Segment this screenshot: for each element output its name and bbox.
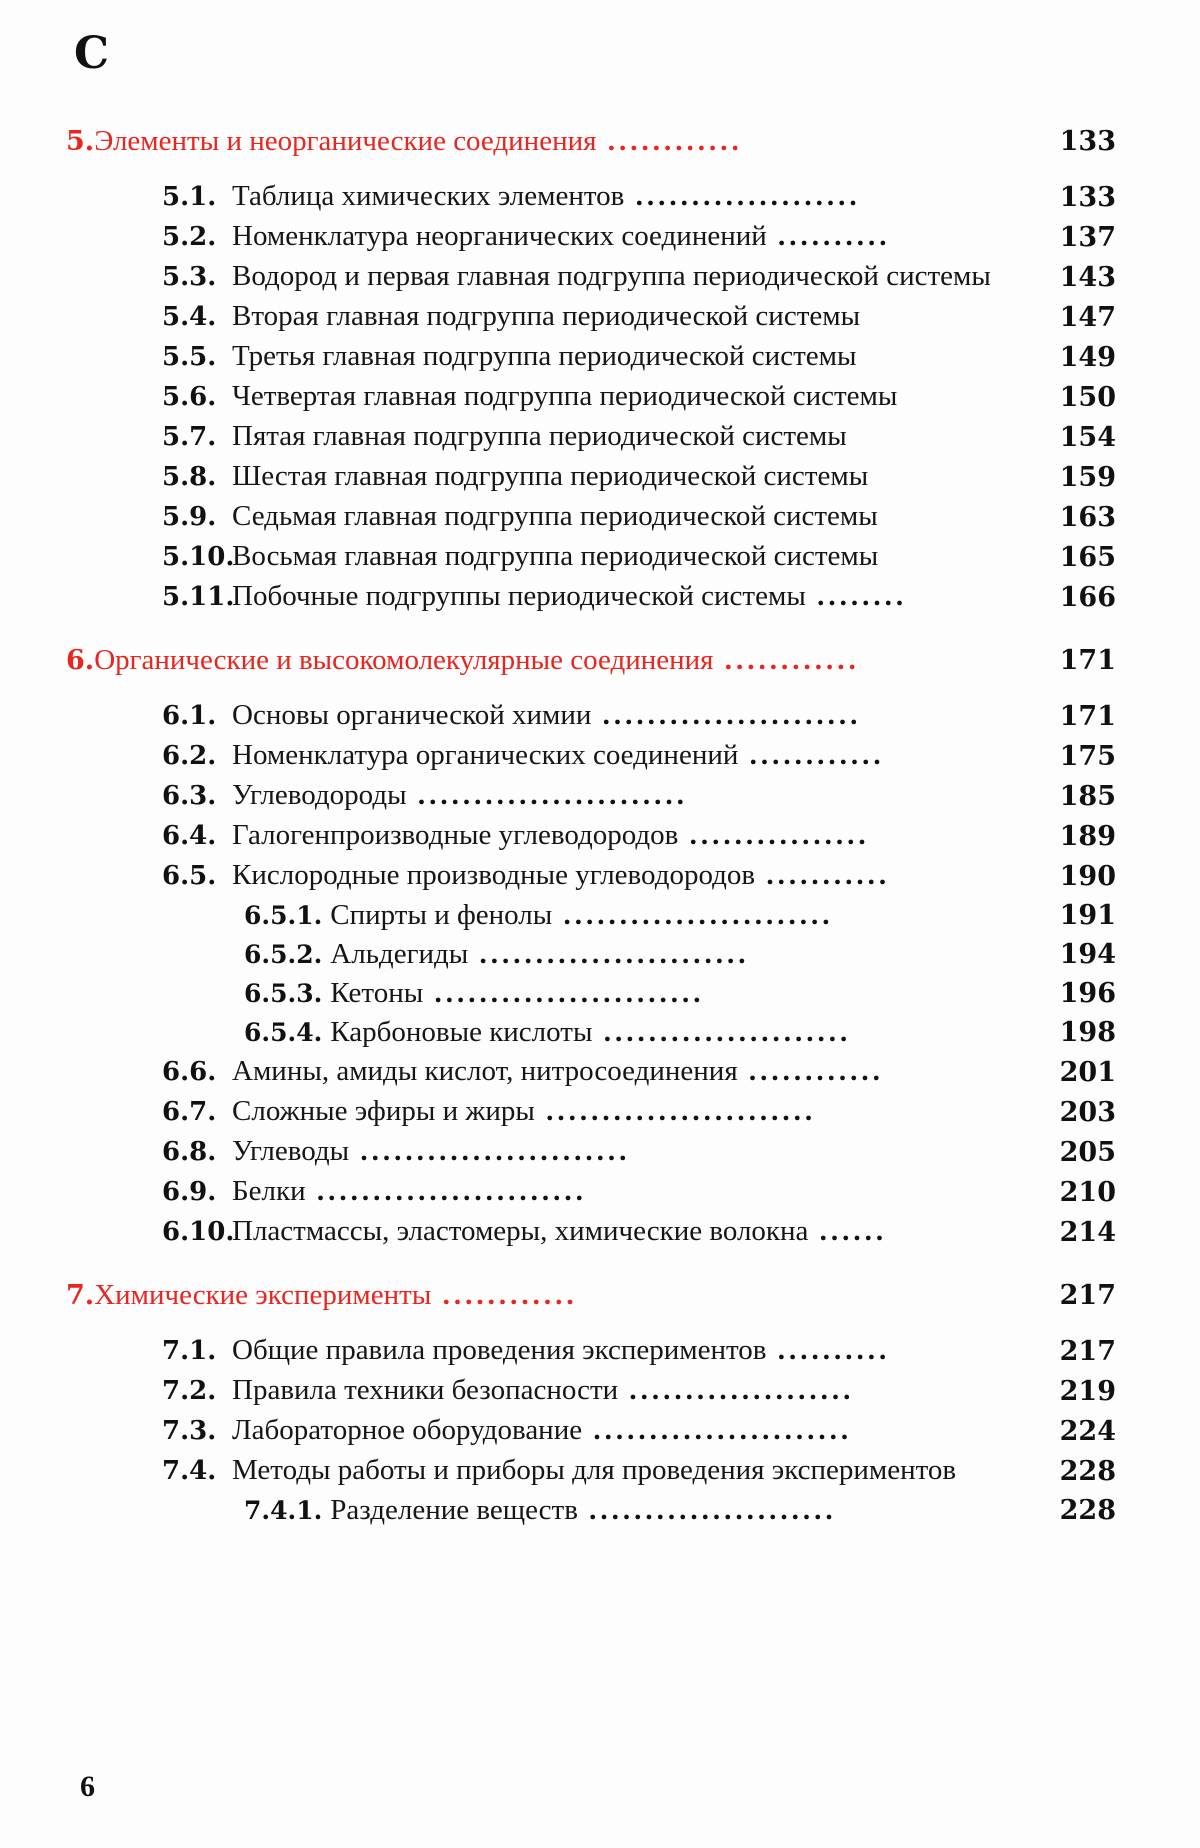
toc-entry	[162, 417, 1116, 457]
toc-entry-number: 6.7.	[162, 1097, 217, 1127]
table-of-contents	[66, 122, 1116, 1554]
toc-entry-title: Общие правила проведения экспериментов	[232, 1334, 767, 1366]
toc-entry-page: 189	[1059, 821, 1116, 852]
toc-entry-page: 147	[1059, 302, 1116, 333]
toc-entry-number: 7.	[66, 1280, 95, 1311]
toc-leader-dots: ......	[808, 1215, 888, 1247]
toc-entry-number: 6.5.1.	[244, 901, 323, 930]
toc-entry	[162, 736, 1116, 776]
toc-entry-title: Методы работы и приборы для проведения экспериментов	[232, 1454, 957, 1486]
toc-entry-title: Амины, амиды кислот, нитросоединения	[232, 1055, 738, 1087]
toc-leader-dots: .......................	[582, 1414, 853, 1446]
toc-entry-title: Седьмая главная подгруппа периодической системы	[232, 500, 878, 532]
toc-entry	[162, 257, 1116, 297]
toc-chapter	[66, 641, 1116, 1252]
toc-leader-dots: ............	[431, 1279, 578, 1311]
toc-entry-title: Кислородные производные углеводородов	[232, 859, 756, 891]
toc-entry-number: 6.5.	[162, 861, 217, 891]
toc-entry-number: 5.2.	[162, 222, 217, 252]
toc-entry-page: 190	[1059, 861, 1116, 892]
toc-entry-number: 7.1.	[162, 1336, 217, 1366]
toc-entry-page: 203	[1059, 1097, 1116, 1128]
toc-entry-title: Углеводороды	[232, 779, 407, 811]
toc-leader-dots: ...........	[755, 859, 891, 891]
toc-leader-dots: ........	[805, 580, 908, 612]
toc-entry-page: 133	[1059, 126, 1116, 157]
toc-leader-dots: ..........	[766, 1334, 891, 1366]
toc-leader-dots: ..........	[766, 220, 891, 252]
toc-entry	[162, 1172, 1116, 1212]
toc-entry-title: Белки	[232, 1175, 306, 1207]
toc-leader-dots: ........................	[423, 977, 705, 1009]
toc-entry	[162, 1132, 1116, 1172]
toc-entry-title: Разделение веществ	[330, 1494, 578, 1526]
toc-leader-dots: ........................	[552, 899, 834, 931]
toc-entry-number: 6.5.3.	[244, 979, 323, 1008]
toc-entry-number: 5.10.	[162, 542, 235, 572]
toc-entry-page: 219	[1059, 1376, 1116, 1407]
toc-leader-dots: .......................	[591, 699, 862, 731]
toc-entry-title: Номенклатура неорганических соединений	[232, 220, 767, 252]
toc-entry-number: 5.	[66, 126, 95, 157]
toc-entry-number: 7.3.	[162, 1416, 217, 1446]
toc-entry-number: 5.8.	[162, 462, 217, 492]
toc-entry-number: 6.3.	[162, 781, 217, 811]
toc-entry-page: 133	[1059, 182, 1116, 213]
toc-entry-number: 6.2.	[162, 741, 217, 771]
toc-entry-title: Четвертая главная подгруппа периодической системы	[232, 380, 898, 412]
toc-entry-number: 6.1.	[162, 701, 217, 731]
toc-entry-page: 228	[1059, 1456, 1116, 1487]
toc-entry	[162, 1212, 1116, 1252]
toc-entry-page: 163	[1059, 502, 1116, 533]
toc-entry	[244, 1491, 1116, 1530]
toc-entry-page: 210	[1059, 1177, 1116, 1208]
toc-leader-dots: ............	[596, 125, 743, 157]
toc-entry-page: 198	[1059, 1017, 1116, 1048]
toc-entry	[162, 1371, 1116, 1411]
toc-entry-title: Вторая главная подгруппа периодической системы	[232, 300, 861, 332]
toc-entry	[162, 537, 1116, 577]
toc-leader-dots: ......................	[592, 1016, 852, 1048]
toc-entry-page: 228	[1059, 1495, 1116, 1526]
toc-entry-page: 171	[1059, 645, 1116, 676]
toc-entry	[244, 896, 1116, 935]
toc-entry-number: 6.5.4.	[244, 1018, 323, 1047]
toc-entry-number: 5.4.	[162, 302, 217, 332]
toc-leader-dots: ................	[678, 819, 870, 851]
toc-leader-dots: ............	[737, 1055, 884, 1087]
toc-entry	[162, 457, 1116, 497]
toc-entry-number: 6.10.	[162, 1217, 235, 1247]
toc-entry	[162, 177, 1116, 217]
toc-chapter	[66, 122, 1116, 617]
toc-leader-dots: ........................	[468, 938, 750, 970]
toc-entry-title: Лабораторное оборудование	[232, 1414, 583, 1446]
toc-entry-title: Побочные подгруппы периодической системы	[232, 580, 806, 612]
toc-entry-number: 5.1.	[162, 182, 217, 212]
toc-entry-title: Пластмассы, эластомеры, химические волокна	[232, 1215, 809, 1247]
toc-entry-number: 6.8.	[162, 1137, 217, 1167]
toc-entry-page: 191	[1059, 900, 1116, 931]
toc-entry-title: Третья главная подгруппа периодической системы	[232, 340, 857, 372]
toc-entry-page: 166	[1059, 582, 1116, 613]
toc-entry-title: Водород и первая главная подгруппа периодической системы	[232, 260, 991, 292]
toc-entry	[162, 1092, 1116, 1132]
toc-entry-page: 194	[1059, 939, 1116, 970]
toc-entry-number: 5.11.	[162, 582, 235, 612]
toc-entry-title: Пятая главная подгруппа периодической системы	[232, 420, 847, 452]
toc-entry-title: Химические эксперименты	[94, 1279, 432, 1311]
toc-entry-title: Галогенпроизводные углеводородов	[232, 819, 679, 851]
toc-entry-title: Таблица химических элементов	[232, 180, 625, 212]
toc-entry-page: 224	[1059, 1416, 1116, 1447]
toc-leader-dots: ........................	[349, 1135, 631, 1167]
toc-entry-title: Сложные эфиры и жиры	[232, 1095, 535, 1127]
toc-entry-title: Номенклатура органических соединений	[232, 739, 739, 771]
toc-chapter	[66, 1276, 1116, 1530]
toc-entry-number: 5.3.	[162, 262, 217, 292]
toc-entry	[244, 935, 1116, 974]
toc-entry	[162, 816, 1116, 856]
footer-page-number: 6	[80, 1770, 95, 1803]
toc-leader-dots: ........................	[406, 779, 688, 811]
toc-entry	[162, 497, 1116, 537]
toc-leader-dots: ........................	[534, 1095, 817, 1127]
toc-entry	[244, 1013, 1116, 1052]
toc-entry-title: Восьмая главная подгруппа периодической системы	[232, 540, 879, 572]
toc-entry-page: 196	[1059, 978, 1116, 1009]
toc-entry-page: 214	[1059, 1217, 1116, 1248]
toc-entry	[162, 776, 1116, 816]
toc-entry	[162, 217, 1116, 257]
toc-entry-page: 159	[1059, 462, 1116, 493]
toc-chapter-entry	[66, 122, 1116, 161]
toc-leader-dots: ....................	[624, 180, 861, 212]
toc-entry-page: 143	[1059, 262, 1116, 293]
toc-entry-number: 6.	[66, 645, 95, 676]
toc-entry	[162, 1052, 1116, 1092]
toc-entry	[162, 337, 1116, 377]
toc-entry-number: 5.6.	[162, 382, 217, 412]
toc-entry-title: Шестая главная подгруппа периодической системы	[232, 460, 869, 492]
toc-entry	[162, 856, 1116, 896]
toc-entry-page: 149	[1059, 342, 1116, 373]
toc-entry-page: 175	[1059, 741, 1116, 772]
toc-entry-title: Альдегиды	[330, 938, 469, 970]
toc-entry-page: 201	[1059, 1057, 1116, 1088]
toc-entry	[162, 1451, 1116, 1491]
toc-leader-dots: ........................	[305, 1175, 587, 1207]
toc-entry-page: 185	[1059, 781, 1116, 812]
toc-entry-title: Спирты и фенолы	[330, 899, 553, 931]
toc-leader-dots: ............	[713, 644, 860, 676]
toc-entry	[162, 297, 1116, 337]
toc-entry	[162, 377, 1116, 417]
toc-entry-title: Кетоны	[330, 977, 424, 1009]
toc-chapter-entry	[66, 641, 1116, 680]
toc-entry	[162, 1331, 1116, 1371]
toc-entry-page: 154	[1059, 422, 1116, 453]
toc-entry-page: 165	[1059, 542, 1116, 573]
toc-entry-title: Карбоновые кислоты	[330, 1016, 593, 1048]
toc-entry-page: 217	[1059, 1336, 1116, 1367]
toc-leader-dots: ......................	[577, 1494, 837, 1526]
toc-entry-title: Правила техники безопасности	[232, 1374, 619, 1406]
toc-entry-title: Элементы и неорганические соединения	[94, 125, 597, 157]
toc-entry-number: 6.5.2.	[244, 940, 323, 969]
toc-entry	[244, 974, 1116, 1013]
toc-leader-dots: ............	[738, 739, 885, 771]
toc-entry	[162, 577, 1116, 617]
toc-entry-number: 7.2.	[162, 1376, 217, 1406]
toc-entry-number: 7.4.1.	[244, 1496, 323, 1525]
toc-entry-number: 6.6.	[162, 1057, 217, 1087]
toc-entry-page: 217	[1059, 1280, 1116, 1311]
toc-entry-page: 205	[1059, 1137, 1116, 1168]
toc-entry-title: Основы органической химии	[232, 699, 592, 731]
toc-entry-number: 5.7.	[162, 422, 217, 452]
toc-entry-title: Углеводы	[232, 1135, 350, 1167]
toc-entry-title: Органические и высокомолекулярные соединения	[94, 644, 714, 676]
toc-entry-number: 5.9.	[162, 502, 217, 532]
toc-entry-number: 7.4.	[162, 1456, 217, 1486]
toc-entry-number: 6.9.	[162, 1177, 217, 1207]
toc-entry-page: 150	[1059, 382, 1116, 413]
toc-entry-page: 137	[1059, 222, 1116, 253]
toc-entry	[162, 1411, 1116, 1451]
toc-leader-dots: ....................	[618, 1374, 855, 1406]
toc-entry-page: 171	[1059, 701, 1116, 732]
toc-chapter-entry	[66, 1276, 1116, 1315]
toc-entry	[162, 696, 1116, 736]
header-letter: С	[74, 28, 110, 79]
toc-entry-number: 5.5.	[162, 342, 217, 372]
toc-entry-number: 6.4.	[162, 821, 217, 851]
